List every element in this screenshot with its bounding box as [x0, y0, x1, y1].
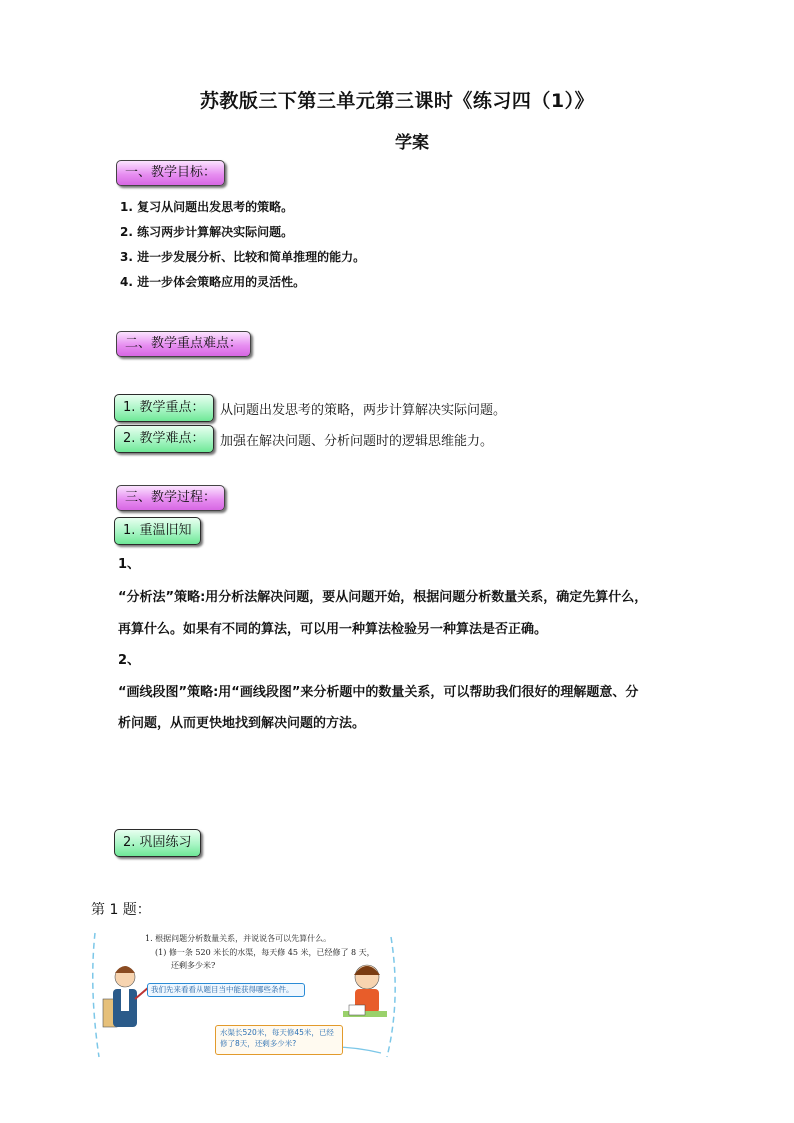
student-bubble-line-2: 修了8天，还剩多少米?: [220, 1039, 297, 1048]
difficulty-text: 加强在解决问题、分析问题时的逻辑思维能力。: [220, 434, 494, 449]
image-line-2: (1) 修一条 520 米长的水渠，每天修 45 米，已经修了 8 天，: [155, 948, 375, 957]
page-subtitle: 学案: [395, 133, 429, 153]
goal-item-4: 4. 进一步体会策略应用的灵活性。: [120, 275, 306, 289]
image-line-3: 还剩多少米?: [171, 961, 216, 970]
review-number-2: 2、: [118, 653, 141, 668]
goal-item-2: 2. 练习两步计算解决实际问题。: [120, 225, 294, 239]
review-number-1: 1、: [118, 557, 141, 572]
review-para-2-line-1: “画线段图”策略:用“画线段图”来分析题中的数量关系，可以帮助我们很好的理解题意、分: [118, 685, 639, 700]
goal-item-1: 1. 复习从问题出发思考的策略。: [120, 200, 294, 214]
review-para-1-line-1: “分析法”策略:用分析法解决问题，要从问题开始，根据问题分析数量关系，确定先算什么，: [118, 590, 648, 605]
student-icon: [343, 965, 387, 1017]
review-para-2-line-2: 析问题，从而更快地找到解决问题的方法。: [118, 716, 366, 731]
focus-label: 1. 教学重点：: [114, 394, 214, 422]
difficulty-label: 2. 教学难点：: [114, 425, 214, 453]
goal-item-3: 3. 进一步发展分析、比较和简单推理的能力。: [120, 250, 366, 264]
section-process-label: 三、教学过程：: [116, 485, 225, 511]
section-keypoints-label: 二、教学重点难点：: [116, 331, 251, 357]
image-line-1: 1. 根据问题分析数量关系，并说说各可以先算什么。: [145, 934, 332, 943]
teacher-speech-bubble: 我们先来看看从题目当中能获得哪些条件。: [147, 983, 305, 997]
question-1-label: 第 1 题：: [91, 902, 151, 918]
review-label: 1. 重温旧知: [114, 517, 201, 545]
review-para-1-line-2: 再算什么。如果有不同的算法，可以用一种算法检验另一种算法是否正确。: [118, 622, 548, 637]
student-speech-bubble: [215, 1025, 343, 1055]
page-title: 苏教版三下第三单元第三课时《练习四（1）》: [199, 90, 595, 112]
teacher-icon: [103, 966, 149, 1027]
focus-text: 从问题出发思考的策略，两步计算解决实际问题。: [220, 403, 507, 418]
section-goals-label: 一、教学目标：: [116, 160, 225, 186]
question-1-image: [91, 929, 397, 1061]
practice-label: 2. 巩固练习: [114, 829, 201, 857]
student-bubble-line-1: 水渠长520米，每天修45米，已经: [220, 1028, 334, 1037]
